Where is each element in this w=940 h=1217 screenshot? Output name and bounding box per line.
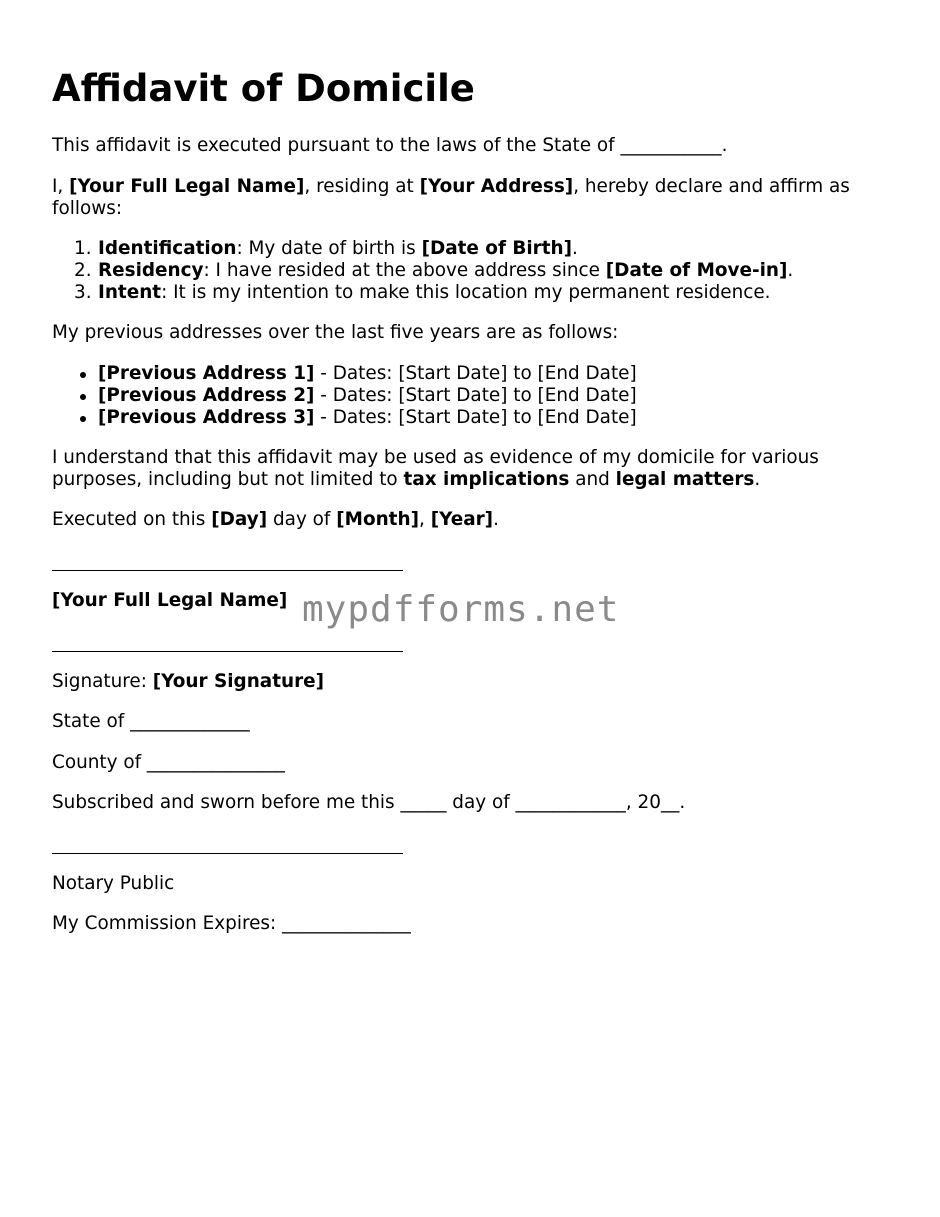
sworn-statement: Subscribed and sworn before me this _____ day of ____________, 20__. — [52, 792, 686, 813]
item-end: . — [787, 260, 794, 281]
previous-dates: - Dates: [Start Date] to [End Date] — [314, 407, 637, 428]
previous-address: [Previous Address 3] — [98, 407, 315, 428]
bullet-icon — [80, 394, 86, 400]
signature-paragraph — [52, 671, 324, 693]
list-item — [52, 385, 637, 407]
item-label: Identification — [98, 238, 237, 259]
signature-label: Signature: — [52, 671, 153, 692]
signer-name — [52, 590, 287, 612]
declaration-mid: , residing at — [304, 176, 420, 197]
signer-name-placeholder: [Your Full Legal Name] — [52, 590, 288, 611]
county-field: County of _______________ — [52, 752, 285, 773]
name-signature-line — [52, 570, 403, 571]
tax-implications: tax implications — [403, 469, 570, 490]
watermark-text: mypdfforms.net — [302, 589, 620, 630]
understanding-paragraph — [52, 447, 852, 491]
item-label: Residency — [98, 260, 204, 281]
signature-placeholder: [Your Signature] — [152, 671, 325, 692]
declaration-prefix: I, — [52, 176, 70, 197]
legal-matters: legal matters — [615, 469, 755, 490]
state-field: State of _____________ — [52, 711, 250, 732]
previous-dates: - Dates: [Start Date] to [End Date] — [314, 363, 637, 384]
list-item — [52, 407, 637, 429]
intro-paragraph — [52, 135, 727, 157]
item-value: [Date of Birth] — [421, 238, 573, 259]
document-title: Affidavit of Domicile — [52, 67, 475, 110]
list-item — [52, 363, 637, 385]
notary-public-label: Notary Public — [52, 873, 175, 894]
year-placeholder: [Year] — [430, 509, 494, 530]
state-blank: ___________ — [620, 135, 722, 156]
list-item — [52, 260, 793, 282]
item-number: 2. — [74, 260, 92, 281]
intro-end: . — [721, 135, 728, 156]
previous-address: [Previous Address 2] — [98, 385, 315, 406]
bullet-icon — [80, 372, 86, 378]
item-text: : My date of birth is — [236, 238, 422, 259]
executed-end: . — [493, 509, 499, 530]
understanding-mid: and — [569, 469, 616, 490]
notary-signature-line — [52, 853, 403, 854]
item-text: : I have resided at the above address since — [203, 260, 606, 281]
intro-text: This affidavit is executed pursuant to the laws of the State of — [52, 135, 621, 156]
signature-line — [52, 651, 403, 652]
month-placeholder: [Month] — [336, 509, 419, 530]
list-item — [52, 238, 793, 260]
previous-dates: - Dates: [Start Date] to [End Date] — [314, 385, 637, 406]
bullet-icon — [80, 416, 86, 422]
item-number: 1. — [74, 238, 92, 259]
declarant-address-placeholder: [Your Address] — [419, 176, 574, 197]
previous-addresses-intro: My previous addresses over the last five years are as follows: — [52, 322, 619, 343]
commission-expires-field: My Commission Expires: ______________ — [52, 913, 411, 934]
understanding-end: . — [754, 469, 761, 490]
item-value: [Date of Move-in] — [605, 260, 788, 281]
item-text: : It is my intention to make this location my permanent residence. — [161, 282, 771, 303]
declarant-name-placeholder: [Your Full Legal Name] — [69, 176, 305, 197]
declaration-paragraph — [52, 176, 882, 220]
previous-address: [Previous Address 1] — [98, 363, 315, 384]
executed-prefix: Executed on this — [52, 509, 212, 530]
item-end: . — [572, 238, 578, 259]
previous-addresses-list — [52, 363, 637, 429]
executed-mid2: , — [418, 509, 431, 530]
declaration-suffix: , hereby declare and affirm as follows: — [52, 176, 850, 219]
list-item — [52, 282, 793, 304]
day-placeholder: [Day] — [211, 509, 268, 530]
item-label: Intent — [98, 282, 162, 303]
understanding-text: I understand that this affidavit may be used as evidence of my domicile for various purposes, including but not limited to — [52, 447, 819, 490]
executed-mid1: day of — [267, 509, 337, 530]
executed-paragraph — [52, 509, 499, 531]
item-number: 3. — [74, 282, 92, 303]
numbered-statements — [52, 238, 793, 304]
